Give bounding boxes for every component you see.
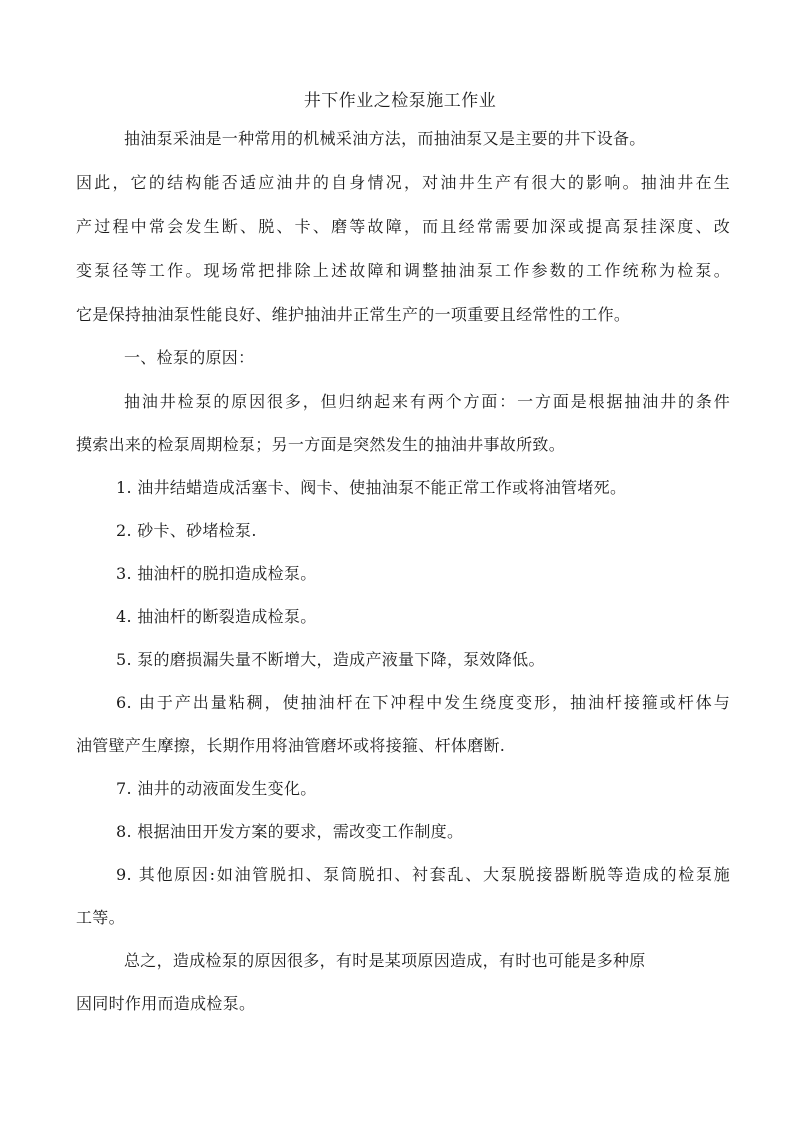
list-item-8: 8. 根据油田开发方案的要求，需改变工作制度。 (116, 822, 464, 841)
list-item-7: 7. 油井的动液面发生变化。 (116, 779, 317, 798)
intro-line-1: 抽油泵采油是一种常用的机械采油方法，而抽油泵又是主要的井下设备。 (124, 129, 646, 148)
list-item-6-line-1: 6. 由于产出量粘稠，使抽油杆在下冲程中发生绕度变形，抽油杆接箍或杆体与 (116, 693, 730, 712)
list-item-5: 5. 泵的磨损漏失量不断增大，造成产液量下降，泵效降低。 (116, 650, 545, 669)
section-heading: 一、检泵的原因： (124, 348, 255, 367)
intro-line-3: 产过程中常会发生断、脱、卡、磨等故障，而且经常需要加深或提高泵挂深度、改 (76, 217, 730, 236)
list-item-9-line-2: 工等。 (76, 908, 125, 927)
reason-intro-line-2: 摸索出来的检泵周期检泵；另一方面是突然发生的抽油井事故所致。 (76, 435, 566, 454)
conclusion-line-2: 因同时作用而造成检泵。 (76, 994, 256, 1013)
list-item-9-line-1: 9. 其他原因:如油管脱扣、泵筒脱扣、衬套乱、大泵脱接器断脱等造成的检泵施 (116, 865, 730, 884)
conclusion-line-1: 总之，造成检泵的原因很多，有时是某项原因造成，有时也可能是多种原 (124, 951, 646, 970)
intro-line-4: 变泵径等工作。现场常把排除上述故障和调整抽油泵工作参数的工作统称为检泵。 (76, 261, 730, 280)
intro-line-2: 因此，它的结构能否适应油井的自身情况，对油井生产有很大的影响。抽油井在生 (76, 173, 730, 192)
list-item-6-line-2: 油管壁产生摩擦，长期作用将油管磨坏或将接箍、杆体磨断. (76, 736, 506, 755)
intro-line-5: 它是保持抽油泵性能良好、维护抽油井正常生产的一项重要且经常性的工作。 (76, 305, 631, 324)
list-item-4: 4. 抽油杆的断裂造成检泵。 (116, 607, 317, 626)
list-item-3: 3. 抽油杆的脱扣造成检泵。 (116, 564, 317, 583)
document-title: 井下作业之检泵施工作业 (303, 91, 497, 111)
list-item-2: 2. 砂卡、砂堵检泵. (116, 521, 257, 540)
list-item-1: 1. 油井结蜡造成活塞卡、阀卡、使抽油泵不能正常工作或将油管堵死。 (116, 478, 627, 497)
reason-intro-line-1: 抽油井检泵的原因很多，但归纳起来有两个方面：一方面是根据抽油井的条件 (124, 392, 730, 411)
